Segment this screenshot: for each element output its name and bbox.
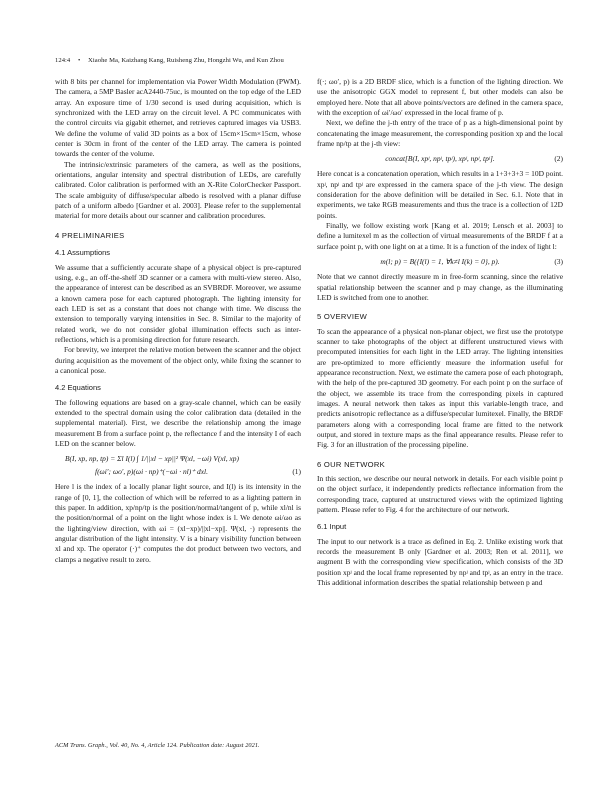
paragraph: with 8 bits per channel for implementation via Power Width Modulation (PWM). The camera, a 5MP Basler acA2440-75uc, is mounted on the top edge of the LED array. An exposure time of 1/30 second is used during acquisition, which is synchronized with the LED array on the circuit level. A PC communicates with the control circuits via gigabit ethernet, and retrieves captured images via USB3. We define the volume of valid 3D points as a box of 15cm×15cm×15cm, whose center is 30cm in front of the center of the LED array. The camera is pointed towards the center of the volume. [55,77,301,159]
equation-number: (2) [554,154,563,164]
paragraph: In this section, we describe our neural network in details. For each visible point p on the object surface, it independently predicts reflectance information from the corresponding trace, captured at unstructured views with the optimized lighting pattern. Please refer to Fig. 4 for the architecture of our network. [317,474,563,515]
paragraph: For brevity, we interpret the relative motion between the scanner and the object during acquisition as the movement of the object only, while fixing the scanner to a canonical pose. [55,345,301,375]
equation-2-body: concat[B(I, xpʲ, npʲ, tpʲ), xpʲ, npʲ, tpʲ]. [385,154,495,164]
page-footer: ACM Trans. Graph., Vol. 40, No. 4, Article 124. Publication date: August 2021. [55,742,260,749]
paragraph: To scan the appearance of a physical non-planar object, we first use the prototype scanner to take photographs of the object at different unstructured views with precomputed intensities for each light in the LED array. The lighting intensities are pre-optimized to more efficiently measure the information useful for appearance reconstruction. Next, we estimate the camera pose of each photograph, with the help of the pre-captured 3D geometry. For each point p on the surface of the object, we assemble its trace from the corresponding pixels in captured images. A neural network then takes as input this variable-length trace, and predicts anisotropic reflectance as a diffuse/specular lumitexel. Finally, the BRDF parameters along with a corresponding local frame are fitted to the network output, and stored in texture maps as the final appearance results. Please refer to Fig. 3 for an illustration of the processing pipeline. [317,326,563,450]
subsection-heading-assumptions: 4.1 Assumptions [55,248,111,258]
equation-1-line-2: f(ωi′; ωo′, p)(ωi · np)⁺(−ωi · nl)⁺ dxl. [95,467,208,477]
equation-number: (1) [292,467,301,477]
equation-3 [317,255,563,268]
equation-number: (3) [554,257,563,267]
paragraph: Here concat is a concatenation operation, which results in a 1+3+3+3 = 10D point. xpʲ, npʲ and tpʲ are expressed in the camera space of the j-th view. The design consideration for the above definition will be detailed in Sec. 6.1. Note that in experiments, we take RGB measurements and thus the trace is a collection of 12D points. [317,169,563,220]
paragraph: We assume that a sufficiently accurate shape of a physical object is pre-captured using, e.g., an off-the-shelf 3D scanner or a camera with multi-view stereo. Also, the appearance of interest can be described as an SVBRDF. Moreover, we assume a known camera pose for each captured photograph. The lighting intensity for each LED is set as a constant that does not change with time. We discuss the extension to temporally varying intensities in Sec. 8. Similar to the majority of related work, we do not consider global illumination effects such as inter-reflections, which is a promising direction for future research. [55,262,301,344]
section-heading-overview: 5 OVERVIEW [317,312,368,322]
section-heading-preliminaries: 4 PRELIMINARIES [55,230,125,240]
page-number: 124:4 [55,57,71,64]
section-heading-our-network: 6 OUR NETWORK [317,459,386,469]
left-column [55,77,301,565]
paragraph: The following equations are based on a gray-scale channel, which can be easily extended to the spectral domain using the color calibration data (detailed in the supplemental material). First, we describe the relationship among the image measurement B from a surface point p, the reflectance f and the intensity I of each LED on the scanner below. [55,397,301,448]
running-header [55,57,565,64]
header-separator: • [77,57,81,64]
equation-2 [317,152,563,165]
subsection-heading-input: 6.1 Input [317,522,347,532]
paragraph: Finally, we follow existing work [Kang et al. 2019; Lensch et al. 2003] to define a lumitexel m as the collection of virtual measurements of the BRDF f at a surface point p, with one light on at a time. It is a function of the index of light l: [317,221,563,251]
paragraph: The input to our network is a trace as defined in Eq. 2. Unlike existing work that records the measurement B only [Gardner et al. 2003; Ren et al. 2011], we augment B with the corresponding view specification, which consists of the 3D position xpʲ and the local frame represented by npʲ and tpʲ, as an entry in the trace. This additional information describes the spatial relationship between p and [317,536,563,588]
paragraph: Here l is the index of a locally planar light source, and I(l) is its intensity in the range of [0, 1], the collection of which will be referred to as a lighting pattern in this paper. In addition, xp/np/tp is the position/normal/tangent of p, while xl/nl is the position/normal of a point on the light whose index is l. We denote ωi/ωo as the lighting/view direction, with ωi = (xl−xp)/||xl−xp||. Ψ(xl, ·) represents the angular distribution of the light intensity. V is a binary visibility function between xl and xp. The operator (·)⁺ computes the dot product between two vectors, and clamps a negative result to zero. [55,482,301,564]
paragraph: Next, we define the j-th entry of the trace of p as a high-dimensional point by concatenating the image measurement, the corresponding position xp and the local frame np/tp at the j-th view: [317,118,563,149]
paragraph: The intrinsic/extrinsic parameters of the camera, as well as the positions, orientations, angular intensity and spectral distribution of LEDs, are carefully calibrated. Color calibration is performed with an X-Rite ColorChecker Passport. The scale ambiguity of diffuse/specular albedo is resolved with a planar diffuse patch of a uniform albedo [Gardner et al. 2003]. Please refer to the supplemental material for more details about our scanner and calibration procedures. [55,159,301,221]
equation-1 [55,452,301,478]
right-column [317,77,563,588]
header-authors: Xiaohe Ma, Kaizhang Kang, Ruisheng Zhu, Hongzhi Wu, and Kun Zhou [88,57,284,64]
equation-3-body: m(l; p) = B({I(l) = 1, ∀k≠l I(k) = 0}, p). [380,257,500,267]
subsection-heading-equations: 4.2 Equations [55,383,101,393]
equation-1-line-1: B(I, xp, np, tp) = Σl I(l) ∫ 1/||xl − xp||² Ψ(xl, −ωi) V(xl, xp) [65,454,239,464]
paragraph: f(·; ωo′, p) is a 2D BRDF slice, which is a function of the lighting direction. We use the anisotropic GGX model to represent f, but other models can also be employed here. Note that all above points/vectors are defined in the camera space, with the exception of ωi′/ωo′ expressed in the local frame of p. [317,77,563,118]
paragraph: Note that we cannot directly measure m in free-form scanning, since the relative spatial relationship between the scanner and p may change, as the illuminating LED is switched from one to another. [317,272,563,302]
